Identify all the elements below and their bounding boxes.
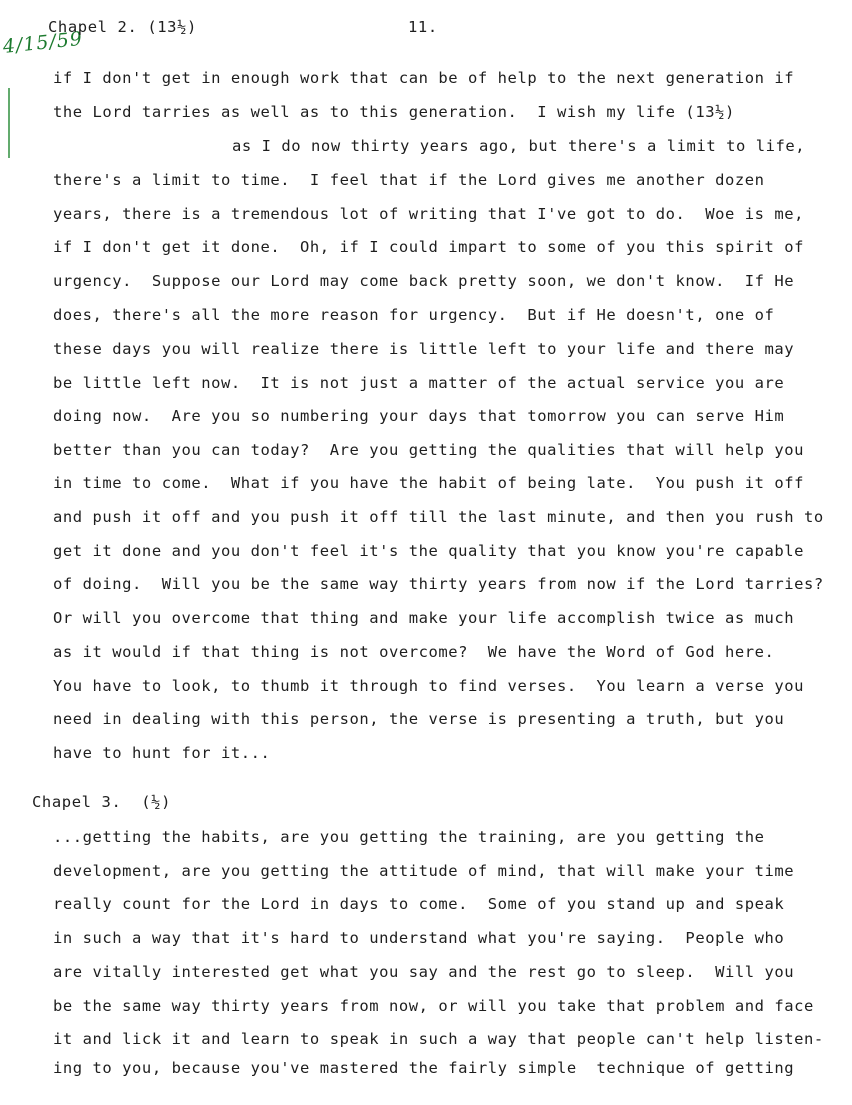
text-line: there's a limit to time. I feel that if the Lord gives me another dozen [53, 171, 765, 189]
text-line: in time to come. What if you have the habit of being late. You push it off [53, 474, 805, 492]
text-line: if I don't get it done. Oh, if I could impart to some of you this spirit of [53, 238, 805, 256]
text-line: if I don't get in enough work that can be of help to the next generation if [53, 69, 795, 87]
margin-mark [8, 88, 10, 158]
text-line: doing now. Are you so numbering your days that tomorrow you can serve Him [53, 407, 785, 425]
section-header-chapel-3: Chapel 3. (½) [32, 793, 172, 811]
text-line: it and lick it and learn to speak in such a way that people can't help listen- [53, 1030, 824, 1048]
text-line: the Lord tarries as well as to this generation. I wish my life (13½) [53, 103, 735, 121]
text-line: be the same way thirty years from now, or will you take that problem and face [53, 997, 814, 1015]
text-line: does, there's all the more reason for urgency. But if He doesn't, one of [53, 306, 775, 324]
text-line: as I do now thirty years ago, but there's a limit to life, [232, 137, 806, 155]
text-line: are vitally interested get what you say and the rest go to sleep. Will you [53, 963, 795, 981]
text-line: ing to you, because you've mastered the fairly simple technique of getting [53, 1059, 795, 1077]
text-line: get it done and you don't feel it's the quality that you know you're capable [53, 542, 805, 560]
text-line: and push it off and you push it off till the last minute, and then you rush to [53, 508, 824, 526]
text-line: need in dealing with this person, the verse is presenting a truth, but you [53, 710, 785, 728]
section-header-chapel-2: Chapel 2. (13½) [48, 18, 197, 36]
page-number: 11. [408, 18, 438, 36]
text-line: better than you can today? Are you getting the qualities that will help you [53, 441, 805, 459]
text-line: ...getting the habits, are you getting the training, are you getting the [53, 828, 765, 846]
text-line: as it would if that thing is not overcome? We have the Word of God here. [53, 643, 775, 661]
text-line: in such a way that it's hard to understand what you're saying. People who [53, 929, 785, 947]
text-line: have to hunt for it... [53, 744, 271, 762]
text-line: Or will you overcome that thing and make your life accomplish twice as much [53, 609, 795, 627]
handwritten-date: 4/15/59 [1, 27, 84, 58]
text-line: development, are you getting the attitude of mind, that will make your time [53, 862, 795, 880]
text-line: of doing. Will you be the same way thirty years from now if the Lord tarries? [53, 575, 824, 593]
text-line: really count for the Lord in days to come. Some of you stand up and speak [53, 895, 785, 913]
text-line: urgency. Suppose our Lord may come back pretty soon, we don't know. If He [53, 272, 795, 290]
text-line: be little left now. It is not just a matter of the actual service you are [53, 374, 785, 392]
text-line: You have to look, to thumb it through to find verses. You learn a verse you [53, 677, 805, 695]
text-line: these days you will realize there is little left to your life and there may [53, 340, 795, 358]
text-line: years, there is a tremendous lot of writing that I've got to do. Woe is me, [53, 205, 805, 223]
